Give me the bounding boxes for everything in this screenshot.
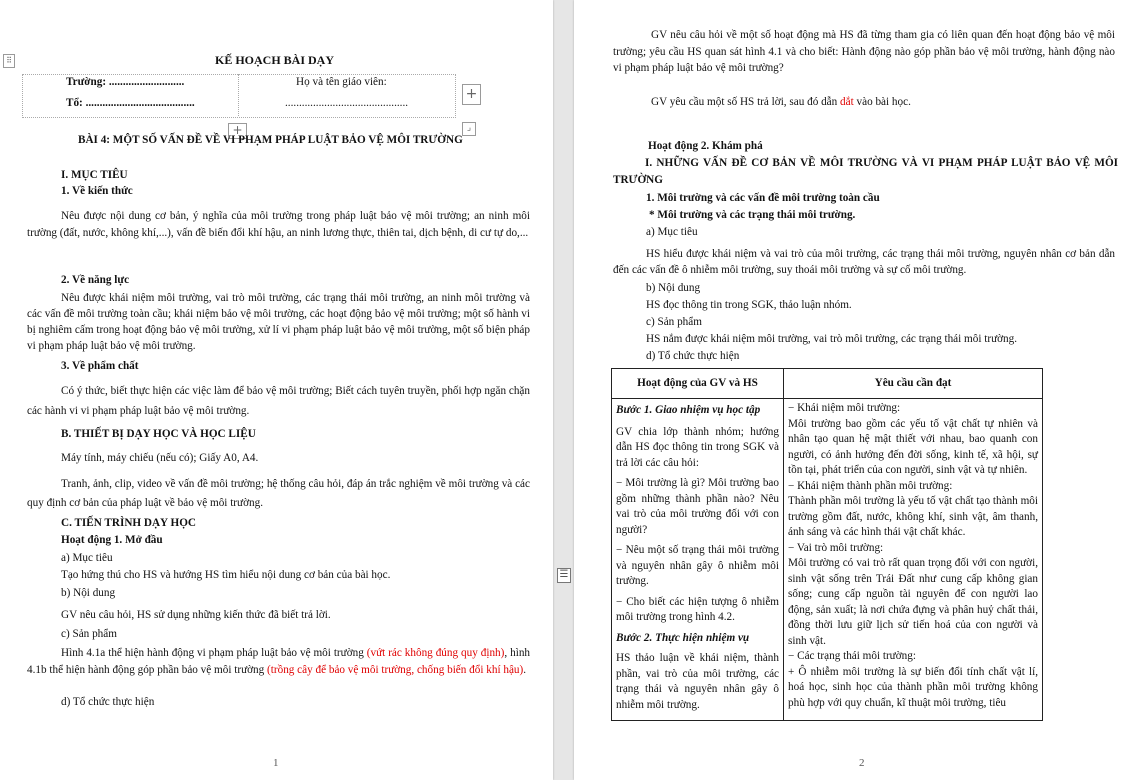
teacher-name-label: Họ và tên giáo viên: [296,76,387,88]
document-page-1[interactable] [0,0,553,780]
req-line-4: Thành phần môi trường là yếu tố vật chất tạo thành môi trường gồm đất, nước, không khí, sinh vật, âm thanh, ánh sáng và các hình thái vật chất khác. [788,495,1038,538]
department-field: Tổ: ....................................... [66,97,195,109]
knowledge-paragraph: Nêu được nội dung cơ bản, ý nghĩa của môi trường trong pháp luật bảo vệ môi trường; an ninh môi trường (đất, nước, không khí,...), vấn đề biến đổi khí hậu, an ninh lương thực, thiên tai, dịch bệnh, di cư tự do,... [27,210,530,239]
activities-cell[interactable] [612,399,784,721]
subsection-competence: 2. Về năng lực [61,274,130,286]
p2-b-label: b) Nội dung [646,282,701,294]
req-line-8: + Ô nhiễm môi trường là sự biến đổi tính chất vật lí, hoá học, sinh học của thành phần môi trường không phù hợp với quy chuẩn, kĩ thuật môi trường, tiêu [788,665,1038,709]
requirements-cell[interactable] [784,399,1043,721]
section-objectives: I. MỤC TIÊU [61,169,128,181]
equipment-line-1: Máy tính, máy chiếu (nếu có); Giấy A0, A4. [61,452,259,464]
add-row-plus-icon[interactable]: + [462,84,481,105]
school-field: Trường: ........................... [66,76,185,88]
section-process: C. TIẾN TRÌNH DẠY HỌC [61,517,196,529]
subsection-1-heading: 1. Môi trường và các vấn đề môi trường toàn cầu [646,192,880,204]
activity-line-5: HS thảo luận về khái niệm, thành phần, vai trò của môi trường, các trạng thái và nguyên nhân gây ô nhiễm môi trường. [616,652,779,711]
add-column-plus-icon[interactable]: + [228,123,247,139]
p2-a-label: a) Mục tiêu [646,226,698,238]
table-row [612,399,1043,721]
activity-1-heading: Hoạt động 1. Mở đầu [61,534,163,546]
req-line-1: − Khái niệm môi trường: [788,402,901,414]
activity-2-heading: Hoạt động 2. Khám phá [648,140,763,152]
layout-list-icon: ☰ [557,568,571,583]
p2-c-label: c) Sản phẩm [646,316,702,328]
c-product-text-1: Hình 4.1a thể hiện hành động vi phạm pháp luật bảo vệ môi trường [61,647,367,659]
lead-in-text-1: GV yêu cầu một số HS trả lời, sau đó dẫn [651,96,841,108]
table-move-handle[interactable]: ⠿ [3,54,15,68]
b-content-text: GV nêu câu hỏi, HS sử dụng những kiến thức đã biết trả lời. [61,609,331,621]
c-product-paragraph [27,645,530,678]
table-header-requirements: Yêu cầu cần đạt [784,369,1043,399]
header-table-divider [238,74,239,116]
req-line-3: − Khái niệm thành phần môi trường: [788,479,953,492]
table-header-activities: Hoạt động của GV và HS [612,369,784,399]
teacher-name-dots: ............................................ [285,97,409,109]
qualities-paragraph: Có ý thức, biết thực hiện các việc làm để bảo vệ môi trường; Biết cách tuyên truyền, phối hợp ngăn chặn các hành vi vi phạm pháp luật bảo vệ môi trường. [27,385,530,417]
a-objective-text: Tạo hứng thú cho HS và hướng HS tìm hiểu nội dung cơ bản của bài học. [61,569,391,581]
lead-in-text-2: vào bài học. [853,96,911,108]
table-header-row [612,369,1043,399]
req-line-7: − Các trạng thái môi trường: [788,650,916,662]
activity-line-3: − Nêu một số trạng thái môi trường và nguyên nhân gây ô nhiễm môi trường. [616,544,779,587]
lesson-title: BÀI 4: MỘT SỐ VẤN ĐỀ VỀ VI PHẠM PHÁP LUẬT BẢO VỆ MÔI TRƯỜNG [78,134,463,146]
star-heading: * Môi trường và các trạng thái môi trường. [649,209,856,221]
teacher-lead-in [651,95,911,110]
c-product-label: c) Sản phẩm [61,628,117,640]
page-number-1: 1 [273,757,279,769]
subsection-qualities: 3. Về phẩm chất [61,360,139,372]
d-organize-label: d) Tổ chức thực hiện [61,696,155,708]
plan-title: KẾ HOẠCH BÀI DẠY [215,53,335,67]
document-page-2[interactable] [574,0,1144,780]
teacher-question-paragraph: GV nêu câu hỏi về một số hoạt động mà HS đã từng tham gia có liên quan đến hoạt động bảo vệ môi trường; yêu cầu HS quan sát hình 4.1 và cho biết: Hành động nào góp phần bảo vệ môi trường, hành động nào vi phạm pháp luật bảo vệ môi trường? [613,29,1115,74]
step-2-heading: Bước 2. Thực hiện nhiệm vụ [616,631,750,644]
lead-in-red-word: dắt [840,96,854,108]
table-resize-icon[interactable]: ⌟ [462,122,476,136]
subsection-knowledge: 1. Về kiến thức [61,185,133,197]
a-objective-label: a) Mục tiêu [61,552,113,564]
p2-b-text: HS đọc thông tin trong SGK, thảo luận nhóm. [646,299,852,311]
req-line-2: Môi trường bao gồm các yếu tố vật chất tự nhiên và nhân tạo quan hệ mật thiết với nhau, bao quanh con người, có ảnh hưởng đến đời sống, kinh tế, xã hội, sự tồn tại, phát triển của con người, sinh vật và tự nhiên. [788,417,1038,476]
c-product-text-3: . [523,663,527,676]
section-I-heading: I. NHỮNG VẤN ĐỀ CƠ BẢN VỀ MÔI TRƯỜNG VÀ VI PHẠM PHÁP LUẬT BẢO VỆ MÔI TRƯỜNG [613,157,1118,186]
c-product-red-2: (trồng cây để bảo vệ môi trường, chống biến đổi khí hậu) [267,663,524,676]
req-line-5: − Vai trò môi trường: [788,541,884,554]
page-number-2: 2 [859,757,865,769]
req-line-6: Môi trường có vai trò rất quan trọng đối với con người, sinh vật sống trên Trái Đất như cung cấp không gian sống; cung cấp nguồn tài nguyên để con người lao động, sản xuất; là nơi chứa đựng và phân huỷ chất thải, đồng thời lưu giữ lịch sử tiến hoá của con người và sinh vật. [788,557,1038,647]
p2-c-text: HS nắm được khái niệm môi trường, vai trò môi trường, các trạng thái môi trường. [646,333,1018,345]
section-equipment: B. THIẾT BỊ DẠY HỌC VÀ HỌC LIỆU [61,428,256,440]
p2-d-label: d) Tổ chức thực hiện [646,350,740,362]
equipment-line-2: Tranh, ảnh, clip, video về vấn đề môi trường; hệ thống câu hỏi, đáp án trắc nghiệm về môi trường và các quy định cơ bản của pháp luật về bảo vệ môi trường. [27,478,530,509]
competence-paragraph: Nêu được khái niệm môi trường, vai trò môi trường, các trạng thái môi trường, an ninh môi trường và các vấn đề môi trường toàn cầu; khái niệm bảo vệ môi trường, các hoạt động bảo vệ môi trường; một số hành vi bị nghiêm cấm trong hoạt động bảo vệ môi trường, xử lí vi phạm pháp luật bảo vệ môi trường, một số biện pháp vi phạm pháp luật bảo vệ môi trường. [27,292,530,352]
c-product-red-1: (vứt rác không đúng quy định) [366,647,505,659]
c-product-text-2: , hình 4.1b thể hiện hành động góp phần bảo vệ môi trường [27,647,531,676]
activity-table [611,368,1043,721]
b-content-label: b) Nội dung [61,587,116,599]
step-1-heading: Bước 1. Giao nhiệm vụ học tập [616,404,761,416]
activity-line-1: GV chia lớp thành nhóm; hướng dẫn HS đọc thông tin trong SGK và trả lời các câu hỏi: [616,425,779,469]
activity-line-4: − Cho biết các hiện tượng ô nhiễm môi trường trong hình 4.2. [616,595,779,623]
activity-line-2: − Môi trường là gì? Môi trường bao gồm những thành phần nào? Nêu vai trò của môi trường đối với con người? [616,477,779,536]
p2-a-text: HS hiểu được khái niệm và vai trò của môi trường, các trạng thái môi trường, nguyên nhân cơ bản dẫn đến các vấn đề ô nhiễm môi trường, suy thoái môi trường và sự cố môi trường. [613,248,1115,276]
